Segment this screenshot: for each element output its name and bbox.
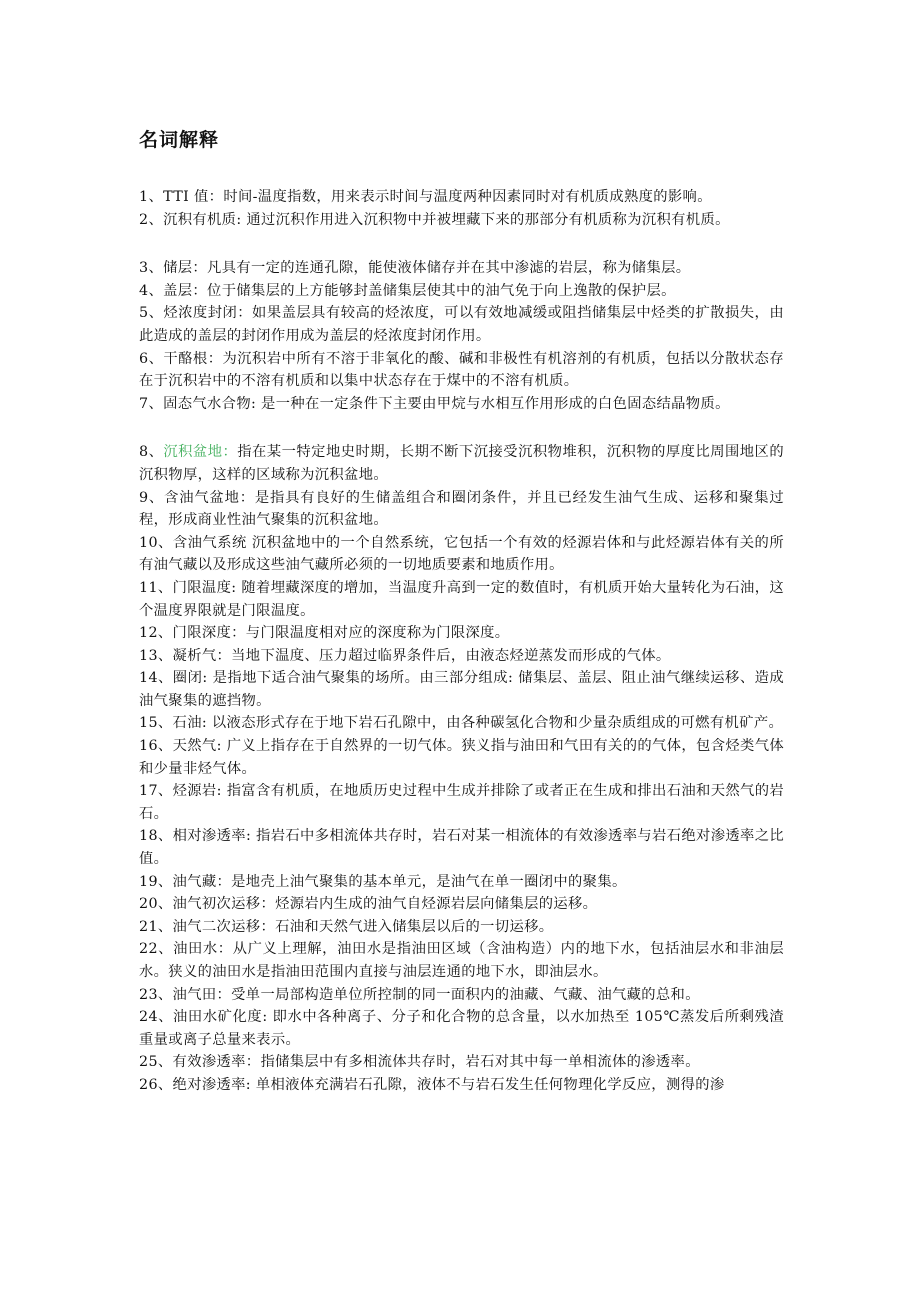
entry-term: 储层 (163, 260, 193, 277)
entry-separator: ： (222, 444, 238, 461)
entry-definition: 是一种在一定条件下主要由甲烷与水相互作用形成的白色固态结晶物质。 (261, 395, 730, 412)
entry-number: 20、 (139, 896, 173, 913)
entry-definition: 如果盖层具有较高的烃浓度，可以有效地减缓或阻挡储集层中烃类的扩散损失，由此造成的盖层的封闭作用成为盖层的烃浓度封闭作用。 (139, 305, 784, 344)
entry-separator: ： (217, 941, 233, 958)
entry-term: 固态气水合物 (163, 395, 251, 412)
entry-number: 5、 (139, 305, 164, 322)
entry-definition: 石油和天然气进入储集层以后的一切运移。 (275, 918, 554, 935)
entry-definition: 即水中各种离子、分子和化合物的总含量，以水加热至 105℃蒸发后所剩残渣重量或离子总量来表示。 (139, 1009, 784, 1048)
entry-term: 含油气系统 (172, 534, 247, 551)
entry-separator: ： (216, 873, 232, 890)
entry-number: 15、 (139, 715, 173, 732)
entry-separator: ： (237, 305, 253, 322)
entry-definition: 从广义上理解，油田水是指油田区域（含油构造）内的地下水，包括油层水和非油层水。狭义的油田水是指油田范围内直接与油层连通的地下水，即油层水。 (139, 941, 784, 980)
entry-term: 有效渗透率 (172, 1054, 246, 1071)
entry-definition: 指在某一特定地史时期，长期不断下沉接受沉积物堆积，沉积物的厚度比周围地区的沉积物厚，这样的区域称为沉积盆地。 (139, 444, 784, 483)
entry-definition: 是指地下适合油气聚集的场所。由三部分组成: 储集层、盖层、阻止油气继续运移、造成油气聚集的遮挡物。 (139, 670, 785, 709)
entry-number: 26、 (139, 1076, 173, 1093)
entry-number: 7、 (139, 395, 164, 412)
entry-term: 油气二次运移 (172, 918, 261, 935)
glossary-entry-3 (139, 257, 784, 280)
entry-number: 12、 (139, 625, 173, 642)
glossary-entry-1 (139, 186, 784, 209)
entry-number: 24、 (139, 1009, 174, 1026)
glossary-entry-24 (139, 1006, 784, 1051)
entry-separator: : (201, 715, 212, 732)
entry-number: 19、 (139, 873, 173, 890)
entry-term: 门限深度 (172, 625, 232, 642)
entry-number: 16、 (139, 738, 173, 755)
entry-separator: ： (208, 189, 224, 205)
glossary-entry-9 (139, 487, 784, 532)
entry-term: 相对渗透率 (172, 828, 246, 845)
entry-term: TTI 值 (163, 189, 209, 205)
entry-term: 油气初次运移 (172, 896, 261, 913)
entry-separator: ： (192, 260, 208, 277)
glossary-entry-7 (139, 393, 784, 416)
entry-definition: 沉积盆地中的一个自然系统，它包括一个有效的烃源岩体和与此烃源岩体有关的所有油气藏以及形成这些油气藏所必须的一切地质要素和地质作用。 (139, 534, 784, 574)
page-title: 名词解释 (139, 129, 220, 151)
entry-number: 9、 (139, 489, 165, 506)
entry-separator: : (250, 395, 262, 412)
glossary-entry-26 (139, 1074, 784, 1097)
entry-separator: : (202, 670, 213, 687)
entry-definition: 指岩石中多相流体共存时，岩石对某一相流体的有效渗透率与岩石绝对渗透率之比值。 (139, 828, 785, 868)
entry-number: 23、 (139, 986, 173, 1003)
entry-term: 含油气盆地 (164, 489, 240, 506)
entry-number: 18、 (139, 828, 173, 845)
entry-definition: 以液态形式存在于地下岩石孔隙中，由各种碳氢化合物和少量杂质组成的可燃有机矿产。 (211, 715, 784, 732)
glossary-entry-14 (139, 667, 784, 712)
entry-definition: 与门限温度相对应的深度称为门限深度。 (245, 625, 510, 642)
entry-number: 14、 (139, 670, 173, 687)
entry-separator: ： (260, 896, 276, 913)
entry-number: 11、 (139, 579, 173, 596)
entry-term: 圈闭 (172, 670, 203, 687)
glossary-entry-6 (139, 348, 784, 393)
entry-definition: 为沉积岩中所有不溶于非氧化的酸、碱和非极性有机溶剂的有机质，包括以分散状态存在于沉积岩中的不溶有机质和以集中状态存在于煤中的不溶有机质。 (139, 350, 784, 390)
entry-definition: 当地下温度、压力超过临界条件后，由液态烃逆蒸发而形成的气体。 (231, 647, 671, 664)
glossary-entry-5 (139, 302, 784, 347)
entry-definition: 是地壳上油气聚集的基本单元，是油气在单一圈闭中的聚集。 (231, 873, 627, 890)
glossary-entry-23 (139, 984, 784, 1007)
entry-definition: 指储集层中有多相流体共存时，岩石对其中每一单相流体的渗透率。 (260, 1054, 700, 1071)
entry-definition: 凡具有一定的连通孔隙，能使液体储存并在其中渗滤的岩层，称为储集层。 (207, 260, 691, 277)
entry-separator: : (236, 211, 247, 228)
entry-term: 油田水 (173, 941, 218, 958)
entry-number: 13、 (139, 647, 173, 664)
glossary-entry-11 (139, 577, 784, 622)
entry-term: 天然气 (172, 738, 217, 755)
entry-number: 2、 (139, 211, 164, 228)
entry-term-highlighted: 沉积盆地 (163, 444, 223, 461)
entry-term: 干酪根 (163, 350, 208, 367)
entry-definition: 是指具有良好的生储盖组合和圈闭条件，并且已经发生油气生成、运移和聚集过程，形成商业性油气聚集的沉积盆地。 (139, 489, 785, 529)
entry-term: 门限温度 (172, 579, 232, 596)
glossary-entry-2 (139, 209, 784, 232)
entry-term: 油气田 (172, 986, 217, 1003)
glossary-entry-21 (139, 916, 784, 939)
entry-separator: : (262, 1009, 273, 1026)
entry-number: 4、 (139, 282, 164, 299)
glossary-list (139, 186, 784, 1097)
entry-number: 25、 (139, 1054, 173, 1071)
entry-separator: ： (216, 647, 232, 664)
glossary-entry-12 (139, 622, 784, 645)
entry-definition: 单相液体充满岩石孔隙，液体不与岩石发生任何物理化学反应，测得的渗 (255, 1076, 725, 1093)
entry-number: 8、 (139, 444, 164, 461)
glossary-entry-20 (139, 893, 784, 916)
entry-number: 1、 (139, 189, 164, 205)
entry-term: 盖层 (163, 282, 193, 299)
glossary-entry-18 (139, 825, 784, 870)
entry-definition: 随着埋藏深度的增加，当温度升高到一定的数值时，有机质开始大量转化为石油，这个温度界限就是门限温度。 (139, 579, 785, 619)
glossary-entry-10 (139, 532, 784, 577)
glossary-entry-13 (139, 645, 784, 668)
entry-definition: 位于储集层的上方能够封盖储集层使其中的油气免于向上逸散的保护层。 (207, 282, 676, 299)
glossary-entry-16 (139, 735, 784, 780)
entry-term: 绝对渗透率 (172, 1076, 246, 1093)
glossary-entry-15 (139, 712, 784, 735)
entry-separator: ： (216, 986, 232, 1003)
glossary-entry-4 (139, 280, 784, 303)
glossary-entry-25 (139, 1051, 784, 1074)
entry-term: 油田水矿化度 (173, 1009, 263, 1026)
blank-line (139, 231, 784, 257)
entry-definition: 指富含有机质，在地质历史过程中生成并排除了或者正在生成和排出石油和天然气的岩石。 (139, 783, 785, 822)
entry-number: 17、 (139, 783, 173, 800)
glossary-entry-22 (139, 938, 784, 983)
entry-definition: 通过沉积作用进入沉积物中并被埋藏下来的那部分有机质称为沉积有机质。 (246, 211, 730, 228)
entry-separator: : (245, 1076, 256, 1093)
entry-separator: : (216, 738, 227, 755)
blank-line (139, 415, 784, 441)
entry-number: 10、 (139, 534, 173, 551)
entry-separator: : (245, 828, 257, 845)
entry-definition: 广义上指存在于自然界的一切气体。狭义指与油田和气田有关的的气体，包含烃类气体和少量非烃气体。 (139, 738, 785, 777)
document-page (139, 124, 784, 1097)
entry-term: 油气藏 (172, 873, 217, 890)
entry-term: 凝析气 (172, 647, 217, 664)
entry-separator: : (231, 579, 242, 596)
entry-term: 沉积有机质 (163, 211, 237, 228)
entry-term: 石油 (172, 715, 202, 732)
entry-number: 21、 (139, 918, 173, 935)
entry-separator: ： (231, 625, 246, 642)
entry-definition: 受单一局部构造单位所控制的同一面积内的油藏、气藏、油气藏的总和。 (231, 986, 700, 1003)
entry-term: 烃浓度封闭 (163, 305, 238, 322)
glossary-entry-8 (139, 441, 784, 486)
glossary-entry-19 (139, 871, 784, 894)
glossary-entry-17 (139, 780, 784, 825)
entry-separator: ： (207, 350, 223, 367)
entry-number: 6、 (139, 350, 164, 367)
entry-separator: : (216, 783, 227, 800)
entry-definition: 时间-温度指数，用来表示时间与温度两种因素同时对有机质成熟度的影响。 (223, 189, 712, 205)
entry-definition: 烃源岩内生成的油气自烃源岩层向储集层的运移。 (275, 896, 598, 913)
entry-separator: ： (245, 1054, 261, 1071)
entry-separator: ： (192, 282, 208, 299)
entry-term: 烃源岩 (172, 783, 217, 800)
entry-number: 22、 (139, 941, 174, 958)
entry-separator: ： (260, 918, 276, 935)
entry-number: 3、 (139, 260, 164, 277)
entry-separator: ： (239, 489, 255, 506)
